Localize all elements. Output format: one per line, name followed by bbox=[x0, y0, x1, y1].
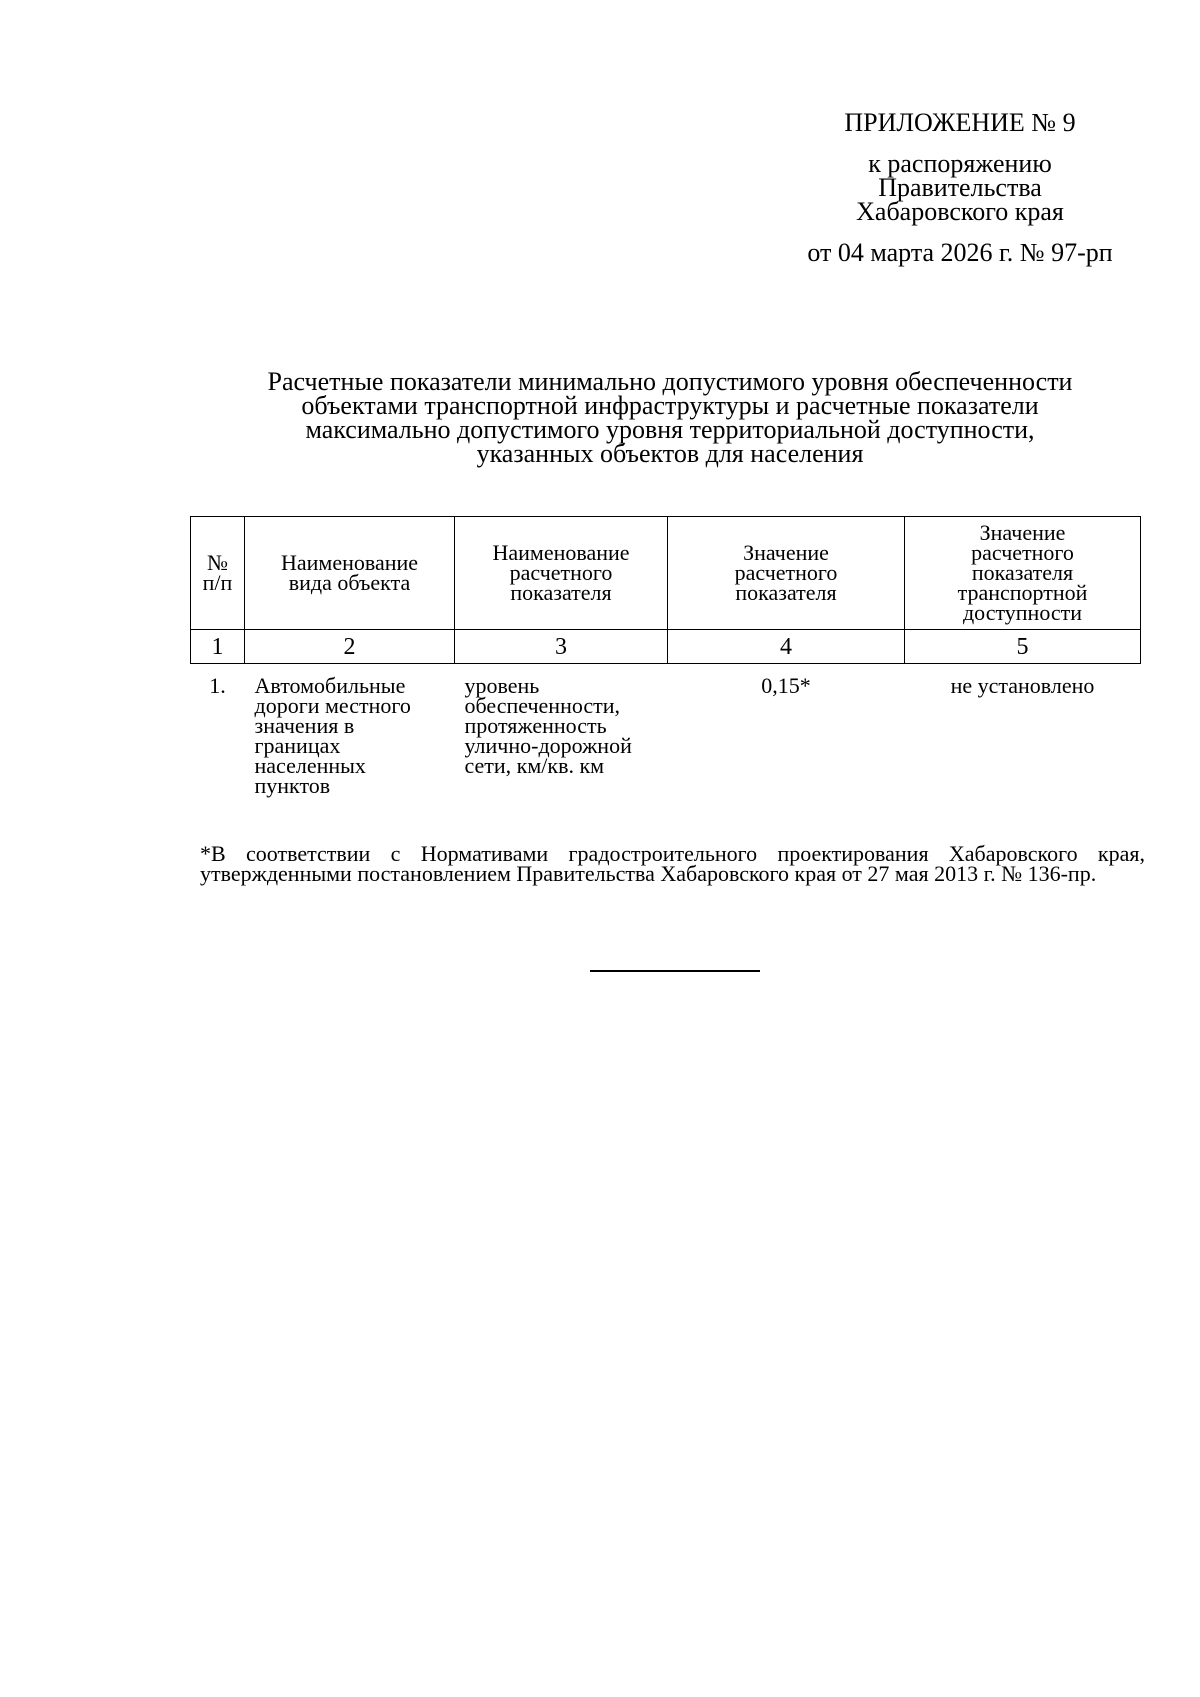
row-indicator-name: уровень обеспеченности, протяженность улично-дорожной сети, км/кв. км bbox=[464, 673, 632, 778]
header-cell-object-type: Наименование вида объекта bbox=[245, 517, 455, 630]
appendix-line-3: Хабаровского края bbox=[856, 197, 1064, 226]
table-header bbox=[191, 517, 1141, 630]
document-title bbox=[190, 367, 1150, 468]
header-cell-number: № п/п bbox=[191, 517, 245, 630]
table-row bbox=[191, 664, 1141, 797]
row-accessibility-value: не установлено bbox=[950, 673, 1095, 698]
footnote: *В соответствии с Нормативами градостроительного проектирования Хабаровского края, утвержденными постановлением Правительства Хабаровского края от 27 мая 2013 г. № 136-пр. bbox=[200, 841, 1145, 886]
appendix-date: от 04 марта 2026 г. № 97-рп bbox=[807, 238, 1113, 267]
column-number-cell: 4 bbox=[668, 630, 905, 664]
column-number-cell: 1 bbox=[191, 630, 245, 664]
appendix-title: ПРИЛОЖЕНИЕ № 9 bbox=[844, 108, 1076, 137]
column-number-cell: 5 bbox=[905, 630, 1141, 664]
column-number-cell: 3 bbox=[455, 630, 668, 664]
row-number: 1. bbox=[209, 673, 226, 698]
appendix-line-1: к распоряжению bbox=[868, 149, 1052, 178]
document-title-line: максимально допустимого уровня территориальной доступности, bbox=[305, 415, 1035, 444]
indicator-table bbox=[190, 516, 1141, 796]
appendix-line-2: Правительства bbox=[878, 173, 1042, 202]
row-indicator-value: 0,15* bbox=[761, 673, 811, 698]
closing-divider bbox=[590, 970, 760, 972]
column-number-row bbox=[191, 630, 1141, 664]
document-title-line: указанных объектов для населения bbox=[476, 439, 864, 468]
table-header-row bbox=[191, 517, 1141, 630]
document-title-line: объектами транспортной инфраструктуры и расчетные показатели bbox=[301, 391, 1039, 420]
row-object-type: Автомобильные дороги местного значения в границах населенных пунктов bbox=[254, 673, 411, 798]
header-cell-indicator-name: Наименование расчетного показателя bbox=[455, 517, 668, 630]
column-number-cell: 2 bbox=[245, 630, 455, 664]
appendix-header bbox=[780, 108, 1140, 268]
header-cell-indicator-value: Значение расчетного показателя bbox=[668, 517, 905, 630]
header-cell-accessibility-value: Значение расчетного показателя транспортной доступности bbox=[905, 517, 1141, 630]
document-title-line: Расчетные показатели минимально допустимого уровня обеспеченности bbox=[267, 367, 1073, 396]
